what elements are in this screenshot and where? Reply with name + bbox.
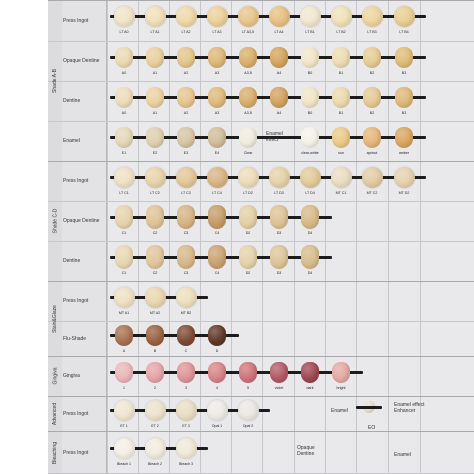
shade-sample[interactable] bbox=[176, 287, 197, 308]
shade-sample[interactable] bbox=[146, 362, 164, 383]
shade-sample[interactable] bbox=[363, 87, 381, 108]
sample-label: C1 bbox=[121, 231, 127, 235]
sample-label: ET 2 bbox=[151, 424, 159, 428]
row-label: Enamel bbox=[63, 138, 80, 144]
shade-sample[interactable] bbox=[394, 167, 415, 188]
sample-label: A3 bbox=[214, 71, 220, 75]
sample-label: C3 bbox=[183, 231, 189, 235]
shade-sample[interactable] bbox=[362, 167, 383, 188]
sample-label: apricot bbox=[366, 151, 378, 155]
row-divider bbox=[48, 201, 474, 202]
sample-label: B3 bbox=[401, 111, 407, 115]
shade-sample[interactable] bbox=[115, 47, 133, 68]
row-divider bbox=[48, 241, 474, 242]
shade-sample[interactable] bbox=[270, 205, 288, 229]
shade-sample[interactable] bbox=[300, 6, 321, 27]
sample-label: C1 bbox=[121, 271, 127, 275]
sample-label: sun bbox=[338, 151, 344, 155]
shade-sample[interactable] bbox=[114, 287, 135, 308]
shade-sample[interactable] bbox=[114, 438, 135, 459]
sample-label: Opal 2 bbox=[242, 424, 254, 428]
sample-label: MT C2 bbox=[366, 191, 378, 195]
shade-sample[interactable] bbox=[145, 6, 166, 27]
sample-label: MT A1 bbox=[118, 311, 130, 315]
sample-label: D4 bbox=[307, 271, 313, 275]
sample-label: Opal 1 bbox=[211, 424, 223, 428]
sample-label: 1 bbox=[123, 386, 125, 390]
row-divider bbox=[48, 321, 474, 322]
shade-sample[interactable] bbox=[332, 362, 350, 383]
sample-label: C bbox=[184, 349, 188, 353]
group-label bbox=[48, 281, 62, 356]
shade-sample[interactable] bbox=[115, 205, 133, 229]
shade-sample[interactable] bbox=[207, 167, 228, 188]
row-divider bbox=[48, 356, 474, 357]
sample-bar bbox=[356, 406, 382, 409]
shade-sample[interactable] bbox=[207, 6, 228, 27]
shade-sample[interactable] bbox=[208, 205, 226, 229]
shade-sample[interactable] bbox=[395, 87, 413, 108]
shade-sample[interactable] bbox=[145, 438, 166, 459]
sample-label: Bleach 2 bbox=[148, 462, 162, 466]
sample-label: LT A0 bbox=[119, 30, 129, 34]
shade-sample[interactable] bbox=[114, 167, 135, 188]
shade-sample[interactable] bbox=[239, 87, 257, 108]
sample-label: LT A1 bbox=[150, 30, 160, 34]
group-label bbox=[48, 396, 62, 431]
sample-label: D2 bbox=[245, 271, 251, 275]
sample-label: bright bbox=[336, 386, 346, 390]
shade-sample[interactable] bbox=[176, 438, 197, 459]
sample-label: 3 bbox=[185, 386, 187, 390]
group-label-text: Advanced bbox=[52, 402, 58, 425]
sample-label: LT C1 bbox=[119, 191, 129, 195]
sample-label: C4 bbox=[214, 231, 220, 235]
sample-label: dark bbox=[306, 386, 314, 390]
shade-sample[interactable] bbox=[269, 167, 290, 188]
shade-sample[interactable] bbox=[146, 47, 164, 68]
sample-label: MT C1 bbox=[335, 191, 347, 195]
shade-sample[interactable] bbox=[114, 400, 135, 421]
shade-sample[interactable] bbox=[145, 400, 166, 421]
shade-sample[interactable] bbox=[300, 167, 321, 188]
sample-label: B3 bbox=[401, 71, 407, 75]
shade-sample[interactable] bbox=[208, 127, 226, 148]
shade-sample[interactable] bbox=[239, 127, 257, 148]
sample-label: LT C4 bbox=[212, 191, 222, 195]
shade-sample[interactable] bbox=[146, 325, 164, 346]
shade-sample[interactable] bbox=[177, 127, 195, 148]
row-divider bbox=[48, 41, 474, 42]
sample-label: C4 bbox=[214, 271, 220, 275]
shade-sample[interactable] bbox=[145, 287, 166, 308]
shade-sample[interactable] bbox=[301, 127, 319, 148]
sample-label: LT D4 bbox=[305, 191, 315, 195]
sample-label: A0 bbox=[121, 111, 127, 115]
shade-sample[interactable] bbox=[239, 245, 257, 269]
shade-sample[interactable] bbox=[238, 400, 259, 421]
shade-sample[interactable] bbox=[115, 325, 133, 346]
row-label: Press Ingot bbox=[63, 17, 89, 24]
shade-sample[interactable] bbox=[114, 6, 135, 27]
shade-sample[interactable] bbox=[270, 245, 288, 269]
row-label: Gingiva bbox=[63, 373, 80, 379]
sample-label: A3,5 bbox=[244, 71, 252, 75]
shade-sample[interactable] bbox=[270, 47, 288, 68]
sample-label: C3 bbox=[183, 271, 189, 275]
sample-label: A2 bbox=[183, 111, 189, 115]
sample-label: E1 bbox=[121, 151, 127, 155]
sample-label: A4 bbox=[276, 71, 282, 75]
shade-sample[interactable] bbox=[176, 400, 197, 421]
note-text: Enamel bbox=[394, 452, 411, 458]
shade-sample[interactable] bbox=[145, 167, 166, 188]
sample-label: LT A4 bbox=[274, 30, 284, 34]
sample-label: C2 bbox=[152, 231, 158, 235]
shade-sample[interactable] bbox=[395, 47, 413, 68]
shade-sample[interactable] bbox=[301, 362, 319, 383]
sample-label: LT B1 bbox=[305, 30, 315, 34]
row-label: Dentine bbox=[63, 258, 81, 264]
group-label bbox=[48, 0, 62, 161]
shade-sample[interactable] bbox=[208, 325, 226, 346]
row-label: Press Ingot bbox=[63, 449, 89, 456]
group-label bbox=[48, 431, 62, 474]
sample-label: 5 bbox=[247, 386, 249, 390]
sample-label: B1 bbox=[338, 111, 344, 115]
row-label: Press Ingot bbox=[63, 178, 89, 184]
shade-sample[interactable] bbox=[146, 205, 164, 229]
sample-label: B2 bbox=[369, 111, 375, 115]
sample-label: E3 bbox=[183, 151, 189, 155]
shade-sample[interactable] bbox=[239, 362, 257, 383]
sample-label: amber bbox=[398, 151, 410, 155]
shade-sample[interactable] bbox=[115, 362, 133, 383]
shade-sample[interactable] bbox=[395, 127, 413, 148]
sample-label: A3 bbox=[214, 111, 220, 115]
sample-label: B1 bbox=[338, 71, 344, 75]
shade-sample[interactable] bbox=[208, 245, 226, 269]
row-label: Press Ingot bbox=[63, 410, 89, 417]
row-label: Press Ingot bbox=[63, 298, 89, 304]
sample-label: B bbox=[153, 349, 157, 353]
row-divider bbox=[48, 81, 474, 82]
row-label: Opaque Dentine bbox=[63, 218, 100, 224]
sample-label: LT D3 bbox=[274, 191, 284, 195]
group-label bbox=[48, 161, 62, 281]
shade-sample[interactable] bbox=[239, 205, 257, 229]
shade-sample[interactable] bbox=[208, 87, 226, 108]
sample-label: LT A3,5 bbox=[241, 30, 255, 34]
shade-sample[interactable] bbox=[115, 245, 133, 269]
sample-label: D3 bbox=[276, 231, 282, 235]
sample-label: A4 bbox=[276, 111, 282, 115]
shade-sample[interactable] bbox=[208, 362, 226, 383]
sample-label: D bbox=[215, 349, 219, 353]
shade-sample[interactable] bbox=[332, 87, 350, 108]
sample-label: LT B4 bbox=[399, 30, 409, 34]
shade-sample[interactable] bbox=[363, 127, 381, 148]
shade-sample[interactable] bbox=[177, 325, 195, 346]
sample-label: B0 bbox=[307, 111, 313, 115]
row-label: Opaque Dentine bbox=[63, 58, 100, 64]
shade-sample[interactable] bbox=[177, 245, 195, 269]
shade-sample[interactable] bbox=[207, 400, 228, 421]
sample-label: LT B2 bbox=[336, 30, 346, 34]
row-divider bbox=[48, 121, 474, 122]
shade-sample[interactable] bbox=[331, 6, 352, 27]
shade-sample[interactable] bbox=[270, 362, 288, 383]
shade-sample[interactable] bbox=[176, 167, 197, 188]
shade-sample[interactable] bbox=[238, 6, 259, 27]
sample-label: LT A2 bbox=[181, 30, 191, 34]
shade-sample[interactable] bbox=[270, 87, 288, 108]
group-label-text: Shade C-D bbox=[52, 208, 59, 234]
sample-label: LT C3 bbox=[181, 191, 191, 195]
row-label: Dentine bbox=[63, 98, 81, 104]
sample-label: MT D2 bbox=[398, 191, 410, 195]
sample-label: LT B3 bbox=[367, 30, 377, 34]
row-divider bbox=[48, 161, 474, 162]
sample-label: LT D2 bbox=[243, 191, 253, 195]
sample-label: B0 bbox=[307, 71, 313, 75]
shade-sample[interactable] bbox=[238, 167, 259, 188]
shade-sample[interactable] bbox=[177, 362, 195, 383]
shade-sample[interactable] bbox=[146, 245, 164, 269]
group-label-text: Bleaching bbox=[52, 441, 58, 464]
shade-sample[interactable] bbox=[146, 127, 164, 148]
shade-sample[interactable] bbox=[332, 127, 350, 148]
shade-sample[interactable] bbox=[177, 47, 195, 68]
group-label bbox=[48, 356, 62, 396]
sample-label: 4 bbox=[216, 386, 218, 390]
shade-sample[interactable] bbox=[115, 127, 133, 148]
note-text: EO bbox=[368, 425, 376, 431]
shade-sample[interactable] bbox=[301, 87, 319, 108]
sample-label: A1 bbox=[152, 71, 158, 75]
shade-sample[interactable] bbox=[208, 47, 226, 68]
sample-label: A1 bbox=[152, 111, 158, 115]
sample-label: A3,5 bbox=[244, 111, 252, 115]
shade-sample[interactable] bbox=[269, 6, 290, 27]
shade-sample[interactable] bbox=[177, 87, 195, 108]
sample-label: MT A2 bbox=[149, 311, 161, 315]
shade-sample[interactable] bbox=[176, 6, 197, 27]
sample-label: clear-white bbox=[301, 151, 319, 155]
shade-sample[interactable] bbox=[115, 87, 133, 108]
shade-sample[interactable] bbox=[301, 47, 319, 68]
sample-label: ET 1 bbox=[120, 424, 128, 428]
sample-label: A2 bbox=[183, 71, 189, 75]
sample-label: E4 bbox=[214, 151, 220, 155]
shade-sample[interactable] bbox=[301, 205, 319, 229]
sample-label: C2 bbox=[152, 271, 158, 275]
sample-label: E2 bbox=[152, 151, 158, 155]
sample-label: D2 bbox=[245, 231, 251, 235]
note-text: Enamel effect bbox=[266, 131, 283, 143]
group-label-text: Gingiva bbox=[52, 367, 59, 385]
row-divider bbox=[48, 396, 474, 397]
note-text: Enamel bbox=[331, 408, 348, 414]
row-divider bbox=[48, 281, 474, 282]
sample-label: D3 bbox=[276, 271, 282, 275]
row-divider bbox=[48, 0, 474, 1]
sample-label: A0 bbox=[121, 71, 127, 75]
sample-label: A bbox=[122, 349, 126, 353]
sample-label: violet bbox=[274, 386, 284, 390]
sample-label: D4 bbox=[307, 231, 313, 235]
sample-label: Clear bbox=[243, 151, 253, 155]
shade-sample[interactable] bbox=[363, 47, 381, 68]
sample-label: LT C2 bbox=[150, 191, 160, 195]
row-divider bbox=[48, 431, 474, 432]
shade-sample[interactable] bbox=[177, 205, 195, 229]
shade-sample[interactable] bbox=[146, 87, 164, 108]
sample-label: Bleach 3 bbox=[179, 462, 193, 466]
note-text: Opaque Dentine bbox=[297, 445, 315, 457]
note-text: Enamel effect Enhancer bbox=[394, 402, 425, 414]
sample-label: LT A3 bbox=[212, 30, 222, 34]
shade-sample[interactable] bbox=[331, 167, 352, 188]
shade-sample[interactable] bbox=[362, 6, 383, 27]
sample-label: ET 3 bbox=[182, 424, 190, 428]
shade-sample[interactable] bbox=[239, 47, 257, 68]
row-label: Flu-Shade bbox=[63, 335, 87, 342]
group-label-text: Stain&Glaze bbox=[52, 304, 59, 333]
shade-sample[interactable] bbox=[301, 245, 319, 269]
shade-sample[interactable] bbox=[394, 6, 415, 27]
sample-label: 2 bbox=[154, 386, 156, 390]
sample-label: B2 bbox=[369, 71, 375, 75]
group-label-text: Shade A-B bbox=[52, 68, 58, 93]
sample-label: MT B2 bbox=[180, 311, 192, 315]
shade-sample[interactable] bbox=[332, 47, 350, 68]
sample-label: Bleach 1 bbox=[117, 462, 131, 466]
